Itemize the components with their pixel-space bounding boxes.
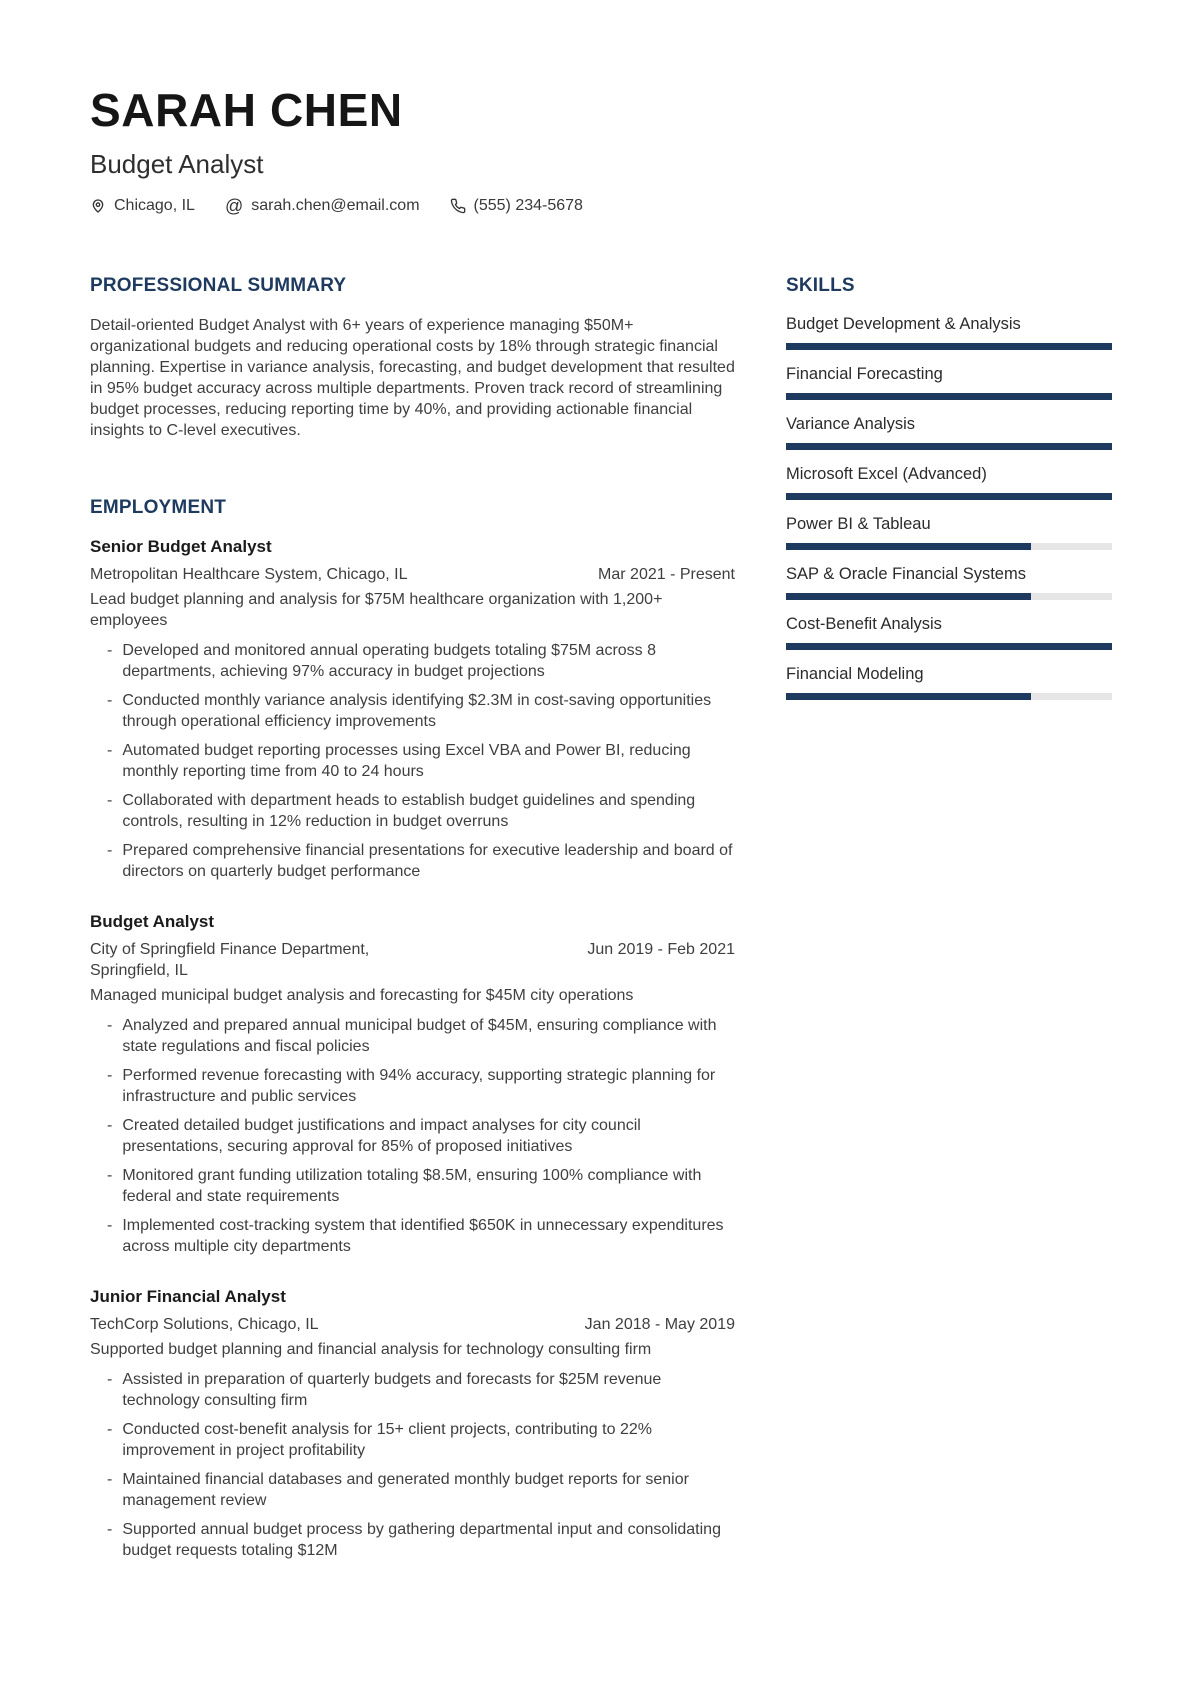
job-entry [90, 912, 735, 1257]
bullet-text: Supported annual budget process by gathering departmental input and consolidating budget requests totaling $12M [122, 1521, 721, 1560]
bullet-text: Developed and monitored annual operating budgets totaling $75M across 8 departments, achieving 97% accuracy in budget projections [122, 642, 657, 681]
employment-heading: EMPLOYMENT [90, 497, 227, 519]
bullet-dash: - [107, 1471, 113, 1489]
contact-row [90, 197, 1112, 215]
bullet-item [90, 1165, 735, 1207]
skill-item [786, 415, 1112, 450]
bullet-dash: - [107, 1067, 113, 1085]
bullet-item [90, 840, 735, 882]
job-dates: Jun 2019 - Feb 2021 [587, 941, 735, 959]
skill-label: SAP & Oracle Financial Systems [786, 565, 1026, 584]
skills-heading: SKILLS [786, 275, 855, 297]
job-dates: Jan 2018 - May 2019 [584, 1316, 735, 1334]
contact-phone-text: (555) 234-5678 [473, 197, 583, 215]
job-dates: Mar 2021 - Present [598, 566, 735, 584]
bullet-item [90, 1115, 735, 1157]
job-bullets [90, 1369, 735, 1561]
bullet-item [90, 740, 735, 782]
skill-bar-fill [786, 693, 1031, 700]
skill-bar-fill [786, 493, 1112, 500]
bullet-dash: - [107, 1521, 113, 1539]
job-summary: Managed municipal budget analysis and forecasting for $45M city operations [90, 987, 634, 1005]
bullet-text: Analyzed and prepared annual municipal budget of $45M, ensuring compliance with state regulations and fiscal policies [122, 1017, 717, 1056]
bullet-text: Performed revenue forecasting with 94% accuracy, supporting strategic planning for infrastructure and public services [122, 1067, 716, 1106]
bullet-dash: - [107, 1117, 113, 1135]
bullet-item [90, 1519, 735, 1561]
job-summary: Supported budget planning and financial analysis for technology consulting firm [90, 1341, 652, 1359]
skill-item [786, 315, 1112, 350]
skill-label: Power BI & Tableau [786, 515, 931, 534]
skill-item [786, 615, 1112, 650]
skills-column [786, 275, 1112, 1569]
phone-icon [450, 198, 466, 214]
job-entry [90, 537, 735, 882]
skill-item [786, 565, 1112, 600]
bullet-text: Created detailed budget justifications and impact analyses for city council presentations, securing approval for 85% of proposed initiatives [122, 1117, 641, 1156]
skill-bar-track [786, 443, 1112, 450]
job-title-subtitle: Budget Analyst [90, 149, 264, 180]
company-name: Metropolitan Healthcare System, Chicago, IL [90, 566, 408, 584]
skill-bar-fill [786, 593, 1031, 600]
content-columns [90, 275, 1112, 1569]
bullet-item [90, 690, 735, 732]
bullet-text: Collaborated with department heads to establish budget guidelines and spending controls, resulting in 12% reduction in budget overruns [122, 792, 696, 831]
bullet-dash: - [107, 1017, 113, 1035]
job-entry [90, 1287, 735, 1561]
bullet-dash: - [107, 1217, 113, 1235]
bullet-dash: - [107, 642, 113, 660]
main-column [90, 275, 735, 1569]
job-bullets [90, 1015, 735, 1257]
skill-label: Variance Analysis [786, 415, 916, 434]
bullet-dash: - [107, 1167, 113, 1185]
bullet-dash: - [107, 742, 113, 760]
job-summary: Lead budget planning and analysis for $75M healthcare organization with 1,200+ employees [90, 591, 663, 630]
person-name: SARAH CHEN [90, 84, 403, 136]
bullet-item [90, 1469, 735, 1511]
job-title: Budget Analyst [90, 912, 215, 932]
bullet-item [90, 1419, 735, 1461]
bullet-item [90, 640, 735, 682]
contact-email [225, 197, 420, 215]
company-name: City of Springfield Finance Department, Springfield, IL [90, 941, 370, 980]
contact-phone [450, 197, 583, 215]
bullet-item [90, 790, 735, 832]
skill-label: Budget Development & Analysis [786, 315, 1021, 334]
professional-summary-section [90, 275, 735, 441]
skill-bar-fill [786, 343, 1112, 350]
skill-bar-track [786, 493, 1112, 500]
skill-bar-fill [786, 643, 1112, 650]
bullet-dash: - [107, 1421, 113, 1439]
summary-text: Detail-oriented Budget Analyst with 6+ years of experience managing $50M+ organizational budgets and reducing operational costs by 18% through strategic financial planning. Expertise in variance analysis, forecasting, and budget development that resulted in 95% budget accuracy across multiple departments. Proven track record of streamlining budget processes, reducing reporting time by 40%, and providing actionable financial insights to C-level executives. [90, 317, 735, 440]
skill-bar-fill [786, 543, 1031, 550]
contact-location-text: Chicago, IL [114, 197, 195, 215]
skill-bar-track [786, 693, 1112, 700]
bullet-text: Prepared comprehensive financial presentations for executive leadership and board of directors on quarterly budget performance [122, 842, 733, 881]
bullet-text: Automated budget reporting processes using Excel VBA and Power BI, reducing monthly reporting time from 40 to 24 hours [122, 742, 691, 781]
skill-item [786, 365, 1112, 400]
bullet-item [90, 1065, 735, 1107]
company-row [90, 1314, 735, 1335]
contact-location [90, 197, 195, 215]
skill-bar-track [786, 343, 1112, 350]
bullet-text: Maintained financial databases and generated monthly budget reports for senior management review [122, 1471, 689, 1510]
company-row [90, 939, 735, 981]
bullet-dash: - [107, 1371, 113, 1389]
job-bullets [90, 640, 735, 882]
bullet-dash: - [107, 842, 113, 860]
skill-bar-fill [786, 443, 1112, 450]
bullet-text: Monitored grant funding utilization totaling $8.5M, ensuring 100% compliance with federal and state requirements [122, 1167, 702, 1206]
summary-heading: PROFESSIONAL SUMMARY [90, 275, 347, 297]
skill-bar-track [786, 393, 1112, 400]
bullet-item [90, 1369, 735, 1411]
contact-email-text: sarah.chen@email.com [251, 197, 420, 215]
skill-label: Financial Modeling [786, 665, 924, 684]
skill-bar-track [786, 593, 1112, 600]
bullet-dash: - [107, 692, 113, 710]
skill-bar-track [786, 543, 1112, 550]
company-row [90, 564, 735, 585]
resume-header [90, 86, 1112, 215]
bullet-text: Assisted in preparation of quarterly budgets and forecasts for $25M revenue technology consulting firm [122, 1371, 662, 1410]
bullet-text: Conducted monthly variance analysis identifying $2.3M in cost-saving opportunities through operational efficiency improvements [122, 692, 712, 731]
skill-item [786, 665, 1112, 700]
skill-bar-fill [786, 393, 1112, 400]
location-pin-icon [90, 198, 106, 214]
bullet-dash: - [107, 792, 113, 810]
company-name: TechCorp Solutions, Chicago, IL [90, 1316, 319, 1334]
job-title: Senior Budget Analyst [90, 537, 272, 557]
job-title: Junior Financial Analyst [90, 1287, 286, 1307]
at-sign-icon: @ [224, 196, 244, 217]
skill-bar-track [786, 643, 1112, 650]
employment-section [90, 497, 735, 1561]
skill-label: Microsoft Excel (Advanced) [786, 465, 987, 484]
bullet-item [90, 1015, 735, 1057]
bullet-text: Conducted cost-benefit analysis for 15+ client projects, contributing to 22% improvement in project profitability [122, 1421, 652, 1460]
skill-label: Financial Forecasting [786, 365, 943, 384]
bullet-text: Implemented cost-tracking system that identified $650K in unnecessary expenditures across multiple city departments [122, 1217, 724, 1256]
skill-label: Cost-Benefit Analysis [786, 615, 942, 634]
skill-item [786, 465, 1112, 500]
bullet-item [90, 1215, 735, 1257]
skill-item [786, 515, 1112, 550]
